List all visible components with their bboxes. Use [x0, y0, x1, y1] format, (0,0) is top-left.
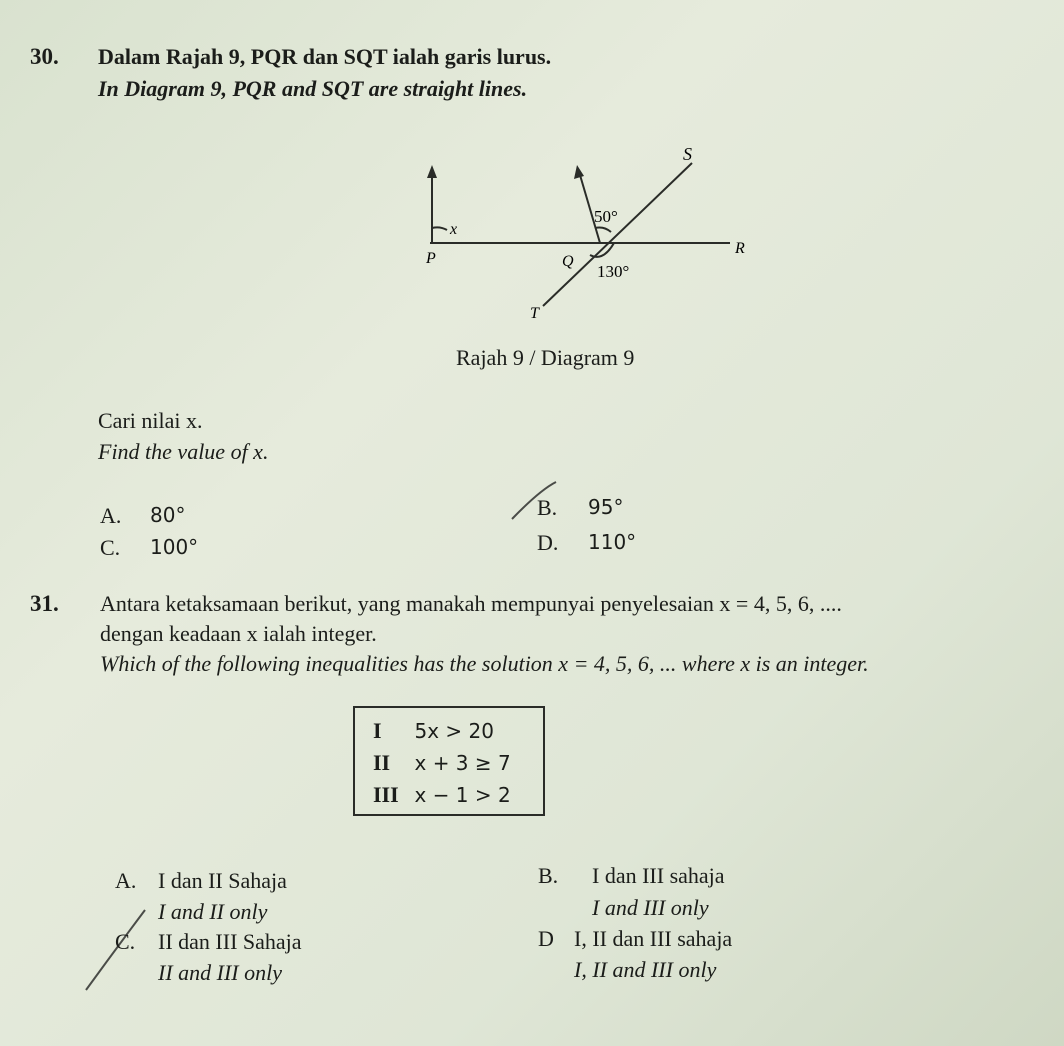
angle-label-130: 130° [597, 262, 630, 281]
inequality-expr: x − 1 > 2 [414, 783, 511, 807]
question-30-number: 30. [30, 44, 59, 69]
tick-mark-q30 [512, 482, 556, 519]
question-30-ask-english: Find the value of x. [98, 439, 269, 464]
inequality-expr: x + 3 ≥ 7 [414, 751, 511, 775]
inequality-row [373, 750, 511, 776]
question-31-stem-english: Which of the following inequalities has the solution x = 4, 5, 6, ... where x is an integer. [100, 651, 869, 676]
label-r: R [735, 240, 745, 257]
q31-option-c-malay[interactable]: II dan III Sahaja [158, 929, 302, 954]
inequality-expr: 5x > 20 [414, 719, 494, 743]
q31-option-b-malay[interactable]: I dan III sahaja [592, 863, 725, 888]
option-c-value[interactable]: 100° [150, 535, 199, 559]
q31-option-c-english: II and III only [158, 960, 283, 985]
inequality-roman: I [373, 718, 382, 743]
q31-option-b-letter: B. [538, 863, 559, 888]
option-a-value[interactable]: 80° [150, 503, 186, 527]
inequality-roman: II [373, 750, 391, 775]
diagram-caption: Rajah 9 / Diagram 9 [456, 345, 635, 370]
option-d-letter: D. [537, 530, 559, 555]
q31-option-d-letter: D [538, 926, 554, 951]
q31-option-a-letter: A. [115, 868, 137, 893]
question-31-stem-malay-line2: dengan keadaan x ialah integer. [100, 621, 377, 646]
q31-option-b-english: I and III only [592, 895, 709, 920]
label-p: P [426, 250, 436, 267]
label-x: x [450, 221, 458, 238]
question-31-number: 31. [30, 591, 59, 616]
inequality-row [373, 718, 494, 744]
inequality-row [373, 782, 511, 808]
angle-label-50: 50° [594, 207, 618, 226]
label-t: T [530, 305, 539, 322]
inequality-roman: III [373, 782, 399, 807]
question-30-stem-malay: Dalam Rajah 9, PQR dan SQT ialah garis lurus. [98, 44, 552, 69]
label-q: Q [562, 253, 574, 270]
option-c-letter: C. [100, 535, 121, 560]
question-30-ask-malay: Cari nilai x. [98, 408, 203, 433]
q31-option-c-letter: C. [115, 929, 136, 954]
label-s: S [683, 144, 692, 164]
inequalities-box [353, 706, 545, 816]
q31-option-d-english: I, II and III only [574, 957, 717, 982]
q31-option-a-malay[interactable]: I dan II Sahaja [158, 868, 287, 893]
question-30-stem-english: In Diagram 9, PQR and SQT are straight lines. [98, 76, 528, 101]
q31-option-a-english: I and II only [158, 899, 268, 924]
option-d-value[interactable]: 110° [588, 530, 637, 554]
q31-option-d-malay[interactable]: I, II dan III sahaja [574, 926, 733, 951]
question-31-stem-malay-line1: Antara ketaksamaan berikut, yang manakah mempunyai penyelesaian x = 4, 5, 6, .... [100, 591, 842, 616]
option-b-value[interactable]: 95° [588, 495, 624, 519]
option-b-letter: B. [537, 495, 558, 520]
option-a-letter: A. [100, 503, 122, 528]
